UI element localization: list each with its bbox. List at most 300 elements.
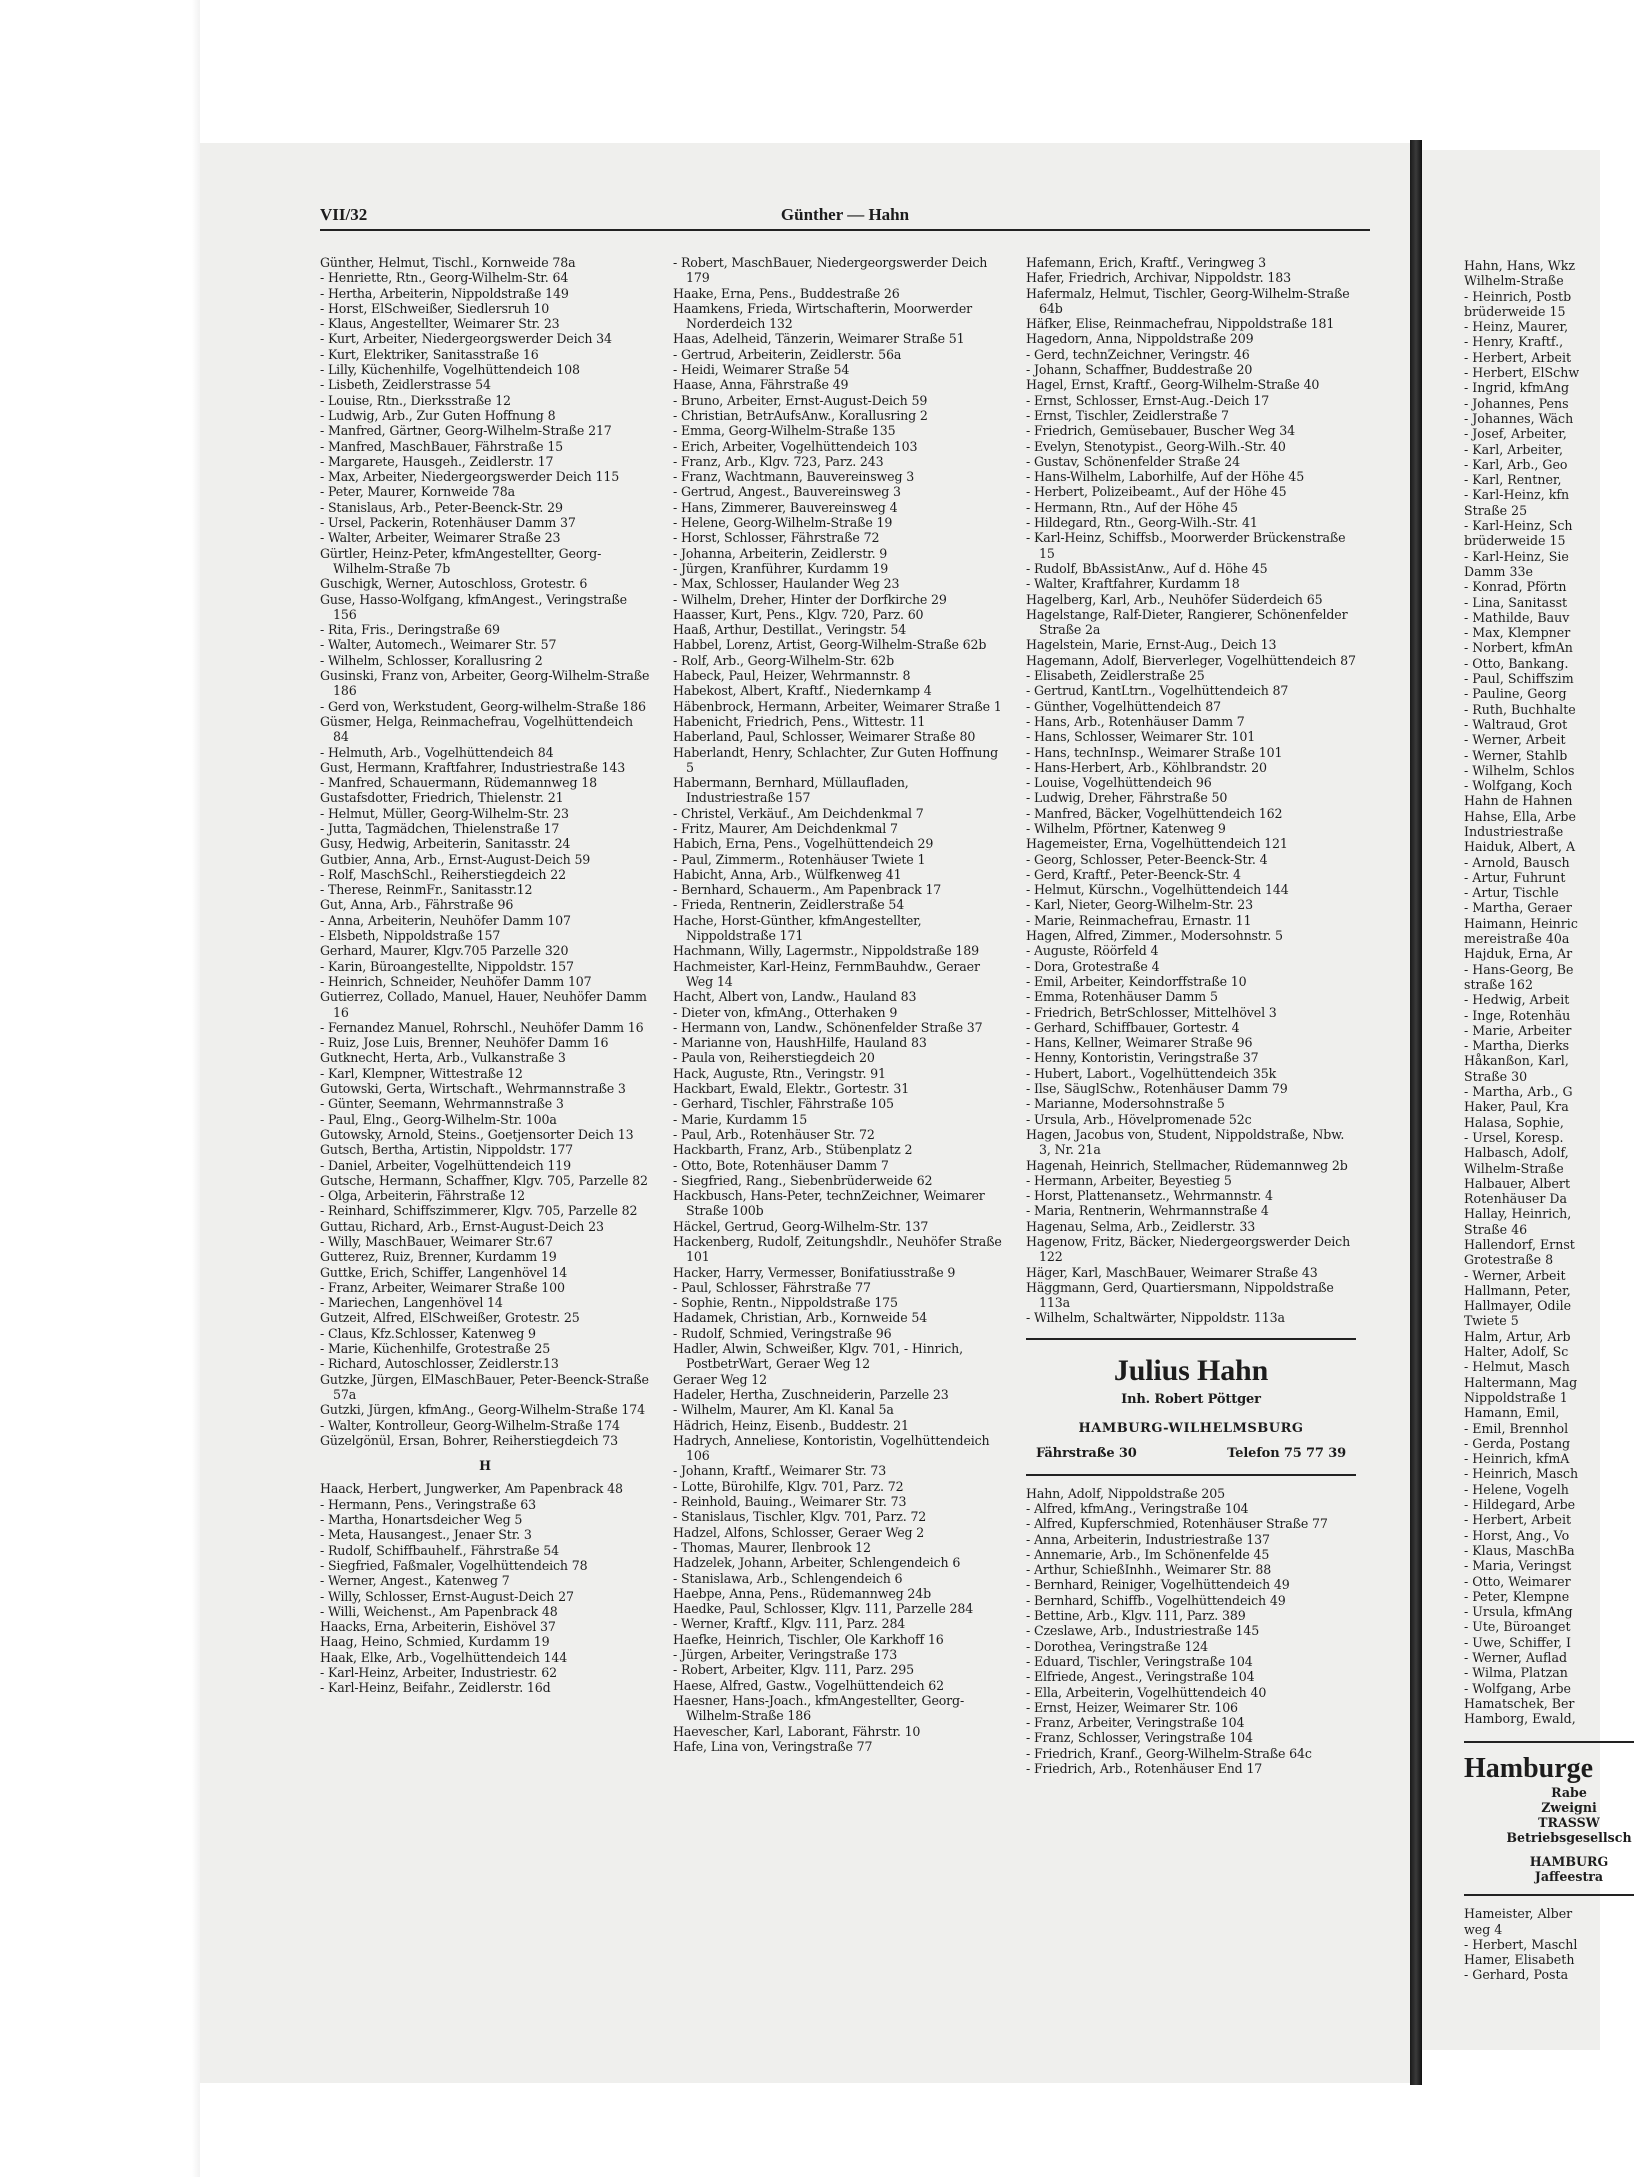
directory-entry: - Hans, Schlosser, Weimarer Str. 101 [1026,729,1256,745]
directory-entry: Hack, Auguste, Rtn., Veringstr. 91 [673,1065,886,1081]
directory-entry: Hackbarth, Franz, Arb., Stübenplatz 2 [673,1142,913,1158]
directory-entry: - Gertrud, Angest., Bauvereinsweg 3 [673,484,901,500]
directory-entry: - Ursel, Koresp. [1464,1129,1564,1145]
directory-entry: - Emil, Arbeiter, Keindorffstraße 10 [1026,973,1247,989]
directory-entry: - Hertha, Arbeiterin, Nippoldstraße 149 [320,285,569,301]
directory-entry: - Reinhold, Bauing., Weimarer Str. 73 [673,1494,907,1510]
directory-entry: - Paul, Zimmerm., Rotenhäuser Twiete 1 [673,851,926,867]
adjacent-ad-line: Rabe [1551,1784,1587,1800]
directory-entry: Hagelstange, Ralf-Dieter, Rangierer, Schönenfelder Straße 2a [1026,606,1348,638]
directory-entry: Gutbier, Anna, Arb., Ernst-August-Deich 59 [320,851,591,867]
directory-entry: Gutzki, Jürgen, kfmAng., Georg-Wilhelm-Straße 174 [320,1402,645,1418]
directory-entry: Hameister, Alber [1464,1906,1573,1922]
directory-entry: Gutierrez, Collado, Manuel, Hauer, Neuhöfer Damm 16 [320,989,647,1020]
header-rule [320,229,1370,231]
directory-entry: - Stanislaus, Tischler, Klgv. 701, Parz. 72 [673,1509,927,1525]
directory-entry: - Ingrid, kfmAng [1464,380,1570,396]
directory-entry: Haimann, Heinric [1464,915,1578,931]
directory-entry: Haacks, Erna, Arbeiterin, Eishövel 37 [320,1619,556,1635]
directory-entry: - Evelyn, Stenotypist., Georg-Wilh.-Str. 40 [1026,438,1286,454]
directory-entry: brüderweide 15 [1464,533,1566,549]
directory-entry: Hagen, Jacobus von, Student, Nippoldstraße, Nbw. 3, Nr. 21a [1026,1126,1345,1158]
adjacent-ad-line: Betriebsgesellsch [1506,1830,1632,1846]
directory-entry: - Max, Arbeiter, Niedergeorgswerder Deich 115 [320,469,620,485]
directory-entry: Gutowsky, Arnold, Steins., Goetjensorter Deich 13 [320,1126,634,1142]
directory-entry: - Gerd von, Werkstudent, Georg-wilhelm-Straße 186 [320,698,646,714]
directory-entry: Haamkens, Frieda, Wirtschafterin, Moorwerder Norderdeich 132 [673,300,972,332]
directory-entry: Hagel, Ernst, Kraftf., Georg-Wilhelm-Straße 40 [1026,377,1320,393]
directory-entry: - Max, Klempner [1464,625,1571,641]
directory-entry: Hahn, Adolf, Nippoldstraße 205 [1026,1485,1226,1501]
directory-entry: - Helmuth, Arb., Vogelhüttendeich 84 [320,744,554,760]
directory-entry: Haase, Anna, Fährstraße 49 [673,377,849,393]
directory-entry: Geraer Weg 12 [673,1371,768,1387]
directory-entry: - Eduard, Tischler, Veringstraße 104 [1026,1653,1253,1669]
directory-entry: - Henriette, Rtn., Georg-Wilhelm-Str. 64 [320,270,569,286]
directory-entry: - Anna, Arbeiterin, Industriestraße 137 [1026,1531,1270,1547]
directory-entry: - Karl, Rentner, [1464,472,1562,488]
directory-entry: - Maria, Rentnerin, Wehrmannstraße 4 [1026,1203,1269,1219]
directory-entry: Håkanßon, Karl, [1464,1053,1569,1069]
directory-entry: Hahn de Hahnen [1464,793,1573,809]
directory-entry: Hamer, Elisabeth [1464,1952,1575,1968]
directory-entry: - Franz, Wachtmann, Bauvereinsweg 3 [673,469,915,485]
directory-entry: - Helmut, Kürschn., Vogelhüttendeich 144 [1026,882,1289,898]
directory-entry: - Herbert, ElSchw [1464,365,1580,381]
directory-entry: Haake, Erna, Pens., Buddestraße 26 [673,285,900,301]
directory-entry: - Werner, Arbeit [1464,732,1566,748]
directory-entry: - Walter, Kontrolleur, Georg-Wilhelm-Straße 174 [320,1417,620,1433]
directory-entry: Hafer, Friedrich, Archivar, Nippoldstr. 183 [1026,270,1291,286]
directory-entry: - Erich, Arbeiter, Vogelhüttendeich 103 [673,438,918,454]
directory-entry: - Ernst, Schlosser, Ernst-Aug.-Deich 17 [1026,392,1270,408]
directory-entry: - Emil, Brennhol [1464,1420,1569,1436]
directory-entry: - Jutta, Tagmädchen, Thielenstraße 17 [320,820,560,836]
directory-entry: - Otto, Bankang. [1464,655,1569,671]
directory-entry: - Marie, Arbeiter [1464,1022,1572,1038]
directory-entry: - Martha, Honartsdeicher Weg 5 [320,1512,523,1528]
directory-entry: Habich, Erna, Pens., Vogelhüttendeich 29 [673,836,934,852]
directory-entry: - Josef, Arbeiter, [1464,426,1567,442]
directory-entry: Hagenow, Fritz, Bäcker, Niedergeorgswerder Deich 122 [1026,1234,1351,1265]
directory-entry: Hadler, Alwin, Schweißer, Klgv. 701, - Hinrich, PostbetrWart, Geraer Weg 12 [673,1341,963,1372]
directory-entry: - Manfred, Bäcker, Vogelhüttendeich 162 [1026,805,1283,821]
directory-entry: Hagenah, Heinrich, Stellmacher, Rüdemannweg 2b [1026,1157,1348,1173]
directory-entry: - Ella, Arbeiterin, Vogelhüttendeich 40 [1026,1684,1267,1700]
directory-entry: Hallmann, Peter, [1464,1282,1571,1298]
directory-entry: - Anna, Arbeiterin, Neuhöfer Damm 107 [320,912,571,928]
adjacent-ad-line: HAMBURG [1529,1853,1609,1869]
directory-entry: - Jürgen, Arbeiter, Veringstraße 173 [673,1647,898,1663]
adjacent-entries-bottom [1464,1906,1634,1982]
directory-entry: - Bettine, Arb., Klgv. 111, Parz. 389 [1026,1608,1246,1624]
directory-entry: Haas, Adelheid, Tänzerin, Weimarer Straße 51 [673,331,965,347]
adjacent-ad-line: Jaffeestra [1534,1868,1604,1884]
directory-entry: Haberland, Paul, Schlosser, Weimarer Straße 80 [673,729,976,745]
directory-entry: - Herbert, Polizeibeamt., Auf der Höhe 45 [1026,484,1287,500]
directory-entry: Gust, Hermann, Kraftfahrer, Industriestraße 143 [320,759,626,775]
directory-entry: - Reinhard, Schiffszimmerer, Klgv. 705, Parzelle 82 [320,1203,638,1219]
directory-entry: - Pauline, Georg [1464,686,1567,702]
directory-entry: Hachmann, Willy, Lagermstr., Nippoldstraße 189 [673,943,980,959]
directory-entry: - Norbert, kfmAn [1464,640,1573,656]
directory-entry: - Margarete, Hausgeh., Zeidlerstr. 17 [320,453,554,469]
directory-entry: - Gerhard, Tischler, Fährstraße 105 [673,1096,894,1112]
directory-entry: - Herbert, Arbeit [1464,349,1572,365]
directory-entry: - Bernhard, Schiffb., Vogelhüttendeich 49 [1026,1592,1286,1608]
page-number: VII/32 [320,205,368,224]
directory-entry: Straße 25 [1464,502,1528,518]
directory-entry: - Karin, Büroangestellte, Nippoldstr. 157 [320,958,574,974]
directory-entry: - Helene, Vogelh [1464,1481,1569,1497]
directory-entry: - Johann, Kraftf., Weimarer Str. 73 [673,1463,887,1479]
directory-entry: - Franz, Arbeiter, Veringstraße 104 [1026,1715,1245,1731]
directory-entry: - Herbert, Arbeit [1464,1512,1572,1528]
directory-entry: - Kurt, Arbeiter, Niedergeorgswerder Deich 34 [320,331,612,347]
directory-entry: Hagen, Alfred, Zimmer., Modersohnstr. 5 [1026,928,1283,944]
directory-entry: Hamborg, Ewald, [1464,1711,1576,1727]
directory-entry: - Friedrich, Arb., Rotenhäuser End 17 [1026,1761,1263,1777]
adjacent-ad-name: Hamburge [1464,1752,1594,1784]
directory-entry: - Meta, Hausangest., Jenaer Str. 3 [320,1527,532,1543]
directory-entry: - Mariechen, Langenhövel 14 [320,1295,503,1311]
ad-phone: Telefon 75 77 39 [1227,1446,1346,1462]
directory-entry: Haiduk, Albert, A [1464,839,1576,855]
directory-entry: - Otto, Weimarer [1464,1573,1571,1589]
directory-entry: - Marie, Küchenhilfe, Grotestraße 25 [320,1341,551,1357]
directory-entry: Nippoldstraße 1 [1464,1389,1568,1405]
directory-entry: - Maria, Veringst [1464,1558,1572,1574]
directory-entry: - Franz, Schlosser, Veringstraße 104 [1026,1730,1253,1746]
directory-entry: - Konrad, Pförtn [1464,579,1567,595]
directory-entry: - Karl-Heinz, Sie [1464,548,1569,564]
directory-entry: Haese, Alfred, Gastw., Vogelhüttendeich 62 [673,1677,944,1693]
directory-entry: - Rolf, MaschSchl., Reiherstiegdeich 22 [320,866,566,882]
directory-entry: mereistraße 40a [1464,931,1570,947]
directory-entry: - Gerda, Postang [1464,1435,1571,1451]
directory-entry: - Christian, BetrAufsAnw., Korallusring 2 [673,407,928,423]
section-letter: H [479,1458,491,1474]
directory-entry: Güzelgönül, Ersan, Bohrer, Reiherstiegdeich 73 [320,1432,618,1448]
directory-entry: Hache, Horst-Günther, kfmAngestellter, Nippoldstraße 171 [673,912,922,944]
column-1 [320,255,650,1696]
advertisement-box [1026,1338,1356,1476]
directory-entry: Damm 33e [1464,563,1533,579]
directory-entry: - Günther, Vogelhüttendeich 87 [1026,698,1222,714]
directory-entry: - Franz, Arbeiter, Weimarer Straße 100 [320,1279,565,1295]
directory-entry: - Hermann von, Landw., Schönenfelder Straße 37 [673,1019,983,1035]
directory-entry: - Robert, MaschBauer, Niedergeorgswerder Deich 179 [673,255,988,286]
directory-entry: Gusy, Hedwig, Arbeiterin, Sanitasstr. 24 [320,836,571,852]
directory-entry: - Johanna, Arbeiterin, Zeidlerstr. 9 [673,545,888,561]
directory-entry: - Johannes, Pens [1464,395,1569,411]
directory-entry: - Rudolf, BbAssistAnw., Auf d. Höhe 45 [1026,560,1268,576]
ad-city: HAMBURG-WILHELMSBURG [1078,1421,1304,1437]
directory-entry: Habbel, Lorenz, Artist, Georg-Wilhelm-Straße 62b [673,637,987,653]
directory-entry: Hadzelek, Johann, Arbeiter, Schlengendeich 6 [673,1555,961,1571]
directory-entry: Haberlandt, Henry, Schlachter, Zur Guten Hoffnung 5 [673,744,999,775]
directory-entry: - Siegfried, Rang., Siebenbrüderweide 62 [673,1172,933,1188]
directory-entry: - Karl-Heinz, kfn [1464,487,1570,503]
directory-entry: Hamann, Emil, [1464,1405,1560,1421]
directory-entry: - Ursel, Packerin, Rotenhäuser Damm 37 [320,515,576,531]
directory-entry: Halbasch, Adolf, [1464,1145,1569,1161]
directory-entry: - Gertrud, Arbeiterin, Zeidlerstr. 56a [673,346,902,362]
directory-entry: - Stanislaus, Arb., Peter-Beenck-Str. 29 [320,499,563,515]
directory-entry: Hacht, Albert von, Landw., Hauland 83 [673,989,917,1005]
directory-entry: - Karl-Heinz, Schiffsb., Moorwerder Brückenstraße 15 [1026,530,1346,561]
directory-entry: - Lina, Sanitasst [1464,594,1568,610]
directory-entry: - Hedwig, Arbeit [1464,992,1570,1008]
directory-entry: Halbauer, Albert [1464,1175,1571,1191]
directory-entry: - Elfriede, Angest., Veringstraße 104 [1026,1669,1255,1685]
directory-entry: Hallay, Heinrich, [1464,1206,1572,1222]
adjacent-ad-line: Zweigni [1541,1799,1597,1815]
directory-entry: - Heinz, Maurer, [1464,319,1569,335]
directory-entry: - Marie, Kurdamm 15 [673,1111,808,1127]
directory-entry: - Werner, Arbeit [1464,1267,1566,1283]
directory-entry: Industriestraße [1464,823,1564,839]
directory-entry: brüderweide 15 [1464,303,1566,319]
directory-entry: - Marianne von, HaushHilfe, Hauland 83 [673,1035,927,1051]
directory-entry: - Therese, ReinmFr., Sanitasstr.12 [320,882,533,898]
directory-entry: Hamatschek, Ber [1464,1695,1575,1711]
directory-entry: - Gerd, technZeichner, Veringstr. 46 [1026,346,1250,362]
directory-entry: - Peter, Maurer, Kornweide 78a [320,484,515,500]
directory-entry: Halasa, Sophie, [1464,1114,1564,1130]
directory-entry: - Ludwig, Arb., Zur Guten Hoffnung 8 [320,407,556,423]
directory-entry: - Jürgen, Kranführer, Kurdamm 19 [673,560,889,576]
directory-entry: - Paul, Schlosser, Fährstraße 77 [673,1279,871,1295]
ad-owner: Inh. Robert Pöttger [1121,1391,1261,1407]
directory-entry: - Hans, technInsp., Weimarer Straße 101 [1026,744,1283,760]
directory-entry: - Bernhard, Reiniger, Vogelhüttendeich 49 [1026,1577,1290,1593]
directory-entry: - Karl, Klempner, Wittestraße 12 [320,1065,523,1081]
directory-entry: Gutsche, Hermann, Schaffner, Klgv. 705, Parzelle 82 [320,1172,648,1188]
directory-entry: - Dora, Grotestraße 4 [1026,958,1160,974]
column-3-entries [1026,255,1356,1326]
directory-entry: Habeck, Paul, Heizer, Wehrmannstr. 8 [673,668,911,684]
directory-entry: Gutknecht, Herta, Arb., Vulkanstraße 3 [320,1050,566,1066]
directory-entry: Haefke, Heinrich, Tischler, Ole Karkhoff 16 [673,1631,944,1647]
directory-entry: straße 162 [1464,976,1533,992]
directory-entry: Hadamek, Christian, Arb., Kornweide 54 [673,1310,928,1326]
directory-entry: - Ruiz, Jose Luis, Brenner, Neuhöfer Damm 16 [320,1035,609,1051]
directory-entry: - Günter, Seemann, Wehrmannstraße 3 [320,1096,564,1112]
directory-entry: - Rita, Fris., Deringstraße 69 [320,622,500,638]
column-2 [673,255,1003,1754]
directory-entry: - Heinrich, Schneider, Neuhöfer Damm 107 [320,973,592,989]
directory-entry: Gutzke, Jürgen, ElMaschBauer, Peter-Beenck-Straße 57a [320,1371,649,1402]
directory-entry: - Lilly, Küchenhilfe, Vogelhüttendeich 108 [320,362,580,378]
directory-entry: - Bernhard, Schauerm., Am Papenbrack 17 [673,882,942,898]
directory-entry: weg 4 [1464,1921,1503,1937]
directory-entry: - Alfred, Kupferschmied, Rotenhäuser Straße 77 [1026,1516,1328,1532]
directory-entry: Haltermann, Mag [1464,1374,1578,1390]
directory-entry: - Sophie, Rentn., Nippoldstraße 175 [673,1295,898,1311]
directory-entry: Häckel, Gertrud, Georg-Wilhelm-Str. 137 [673,1218,929,1234]
directory-entry: Twiete 5 [1464,1313,1519,1329]
directory-entry: Hadrych, Anneliese, Kontoristin, Vogelhüttendeich 106 [673,1432,990,1464]
directory-entry: - Wilhelm, Schlosser, Korallusring 2 [320,652,543,668]
directory-entry: - Daniel, Arbeiter, Vogelhüttendeich 119 [320,1157,572,1173]
directory-entry: - Friedrich, BetrSchlosser, Mittelhövel 3 [1026,1004,1277,1020]
directory-entry: - Wilhelm, Dreher, Hinter der Dorfkirche 29 [673,591,947,607]
directory-entry: Gutzeit, Alfred, ElSchweißer, Grotestr. 25 [320,1310,580,1326]
directory-entry: Häbenbrock, Hermann, Arbeiter, Weimarer Straße 1 [673,698,1002,714]
directory-entry: - Olga, Arbeiterin, Fährstraße 12 [320,1188,526,1204]
directory-entry: - Klaus, MaschBa [1464,1542,1575,1558]
column-3 [1026,255,1356,1776]
directory-entry: Hallmayer, Odile [1464,1298,1572,1314]
directory-entry: Guttke, Erich, Schiffer, Langenhövel 14 [320,1264,568,1280]
directory-entry: - Georg, Schlosser, Peter-Beenck-Str. 4 [1026,851,1268,867]
directory-entry: - Karl, Nieter, Georg-Wilhelm-Str. 23 [1026,897,1254,913]
directory-entry: - Fernandez Manuel, Rohrschl., Neuhöfer Damm 16 [320,1019,644,1035]
directory-entry: - Gertrud, KantLtrn., Vogelhüttendeich 87 [1026,683,1289,699]
directory-entry: Hackbart, Ewald, Elektr., Gortestr. 31 [673,1081,910,1097]
directory-entry: Guse, Hasso-Wolfgang, kfmAngest., Veringstraße 156 [320,591,627,622]
directory-entry: - Willi, Weichenst., Am Papenbrack 48 [320,1603,558,1619]
directory-entry: - Gustav, Schönenfelder Straße 24 [1026,453,1240,469]
directory-entry: Haaß, Arthur, Destillat., Veringstr. 54 [673,622,907,638]
directory-entry: - Werner, Kraftf., Klgv. 111, Parz. 284 [673,1616,906,1632]
directory-entry: Hajduk, Erna, Ar [1464,946,1573,962]
directory-entry: Halm, Artur, Arb [1464,1328,1571,1344]
directory-entry: Gutterez, Ruiz, Brenner, Kurdamm 19 [320,1249,557,1265]
directory-entry: Wilhelm-Straße [1464,1160,1564,1176]
directory-entry: - Werner, Auflad [1464,1650,1568,1666]
directory-entry: Häggmann, Gerd, Quartiersmann, Nippoldstraße 113a [1026,1279,1334,1311]
directory-entry: - Lotte, Bürohilfe, Klgv. 701, Parz. 72 [673,1478,904,1494]
directory-entry: Hadeler, Hertha, Zuschneiderin, Parzelle 23 [673,1386,949,1402]
directory-entry: Hallendorf, Ernst [1464,1237,1575,1252]
directory-entry: - Manfred, Gärtner, Georg-Wilhelm-Straße 217 [320,423,612,439]
directory-entry: - Karl, Arbeiter, [1464,441,1564,457]
directory-entry: - Hans-Georg, Be [1464,961,1574,977]
directory-entry: - Willy, Schlosser, Ernst-August-Deich 27 [320,1588,574,1604]
directory-entry: Habermann, Bernhard, Müllaufladen, Industriestraße 157 [673,775,909,806]
directory-entry: - Thomas, Maurer, Ilenbrook 12 [673,1539,871,1555]
directory-entry: - Elisabeth, Zeidlerstraße 25 [1026,668,1205,684]
directory-entry: - Werner, Stahlb [1464,747,1568,763]
directory-entry: Habekost, Albert, Kraftf., Niedernkamp 4 [673,683,932,699]
directory-entry: - Czeslawe, Arb., Industriestraße 145 [1026,1623,1260,1639]
directory-entry: - Artur, Fuhrunt [1464,869,1566,885]
directory-entry: Haasser, Kurt, Pens., Klgv. 720, Parz. 60 [673,606,924,622]
directory-entry: - Marianne, Modersohnstraße 5 [1026,1096,1225,1112]
directory-entry: - Annemarie, Arb., Im Schönenfelde 45 [1026,1546,1270,1562]
directory-entry: - Louise, Rtn., Dierksstraße 12 [320,392,511,408]
directory-entry: - Hans, Kellner, Weimarer Straße 96 [1026,1035,1253,1051]
directory-entry: - Hans-Wilhelm, Laborhilfe, Auf der Höhe 45 [1026,469,1305,485]
name-range: Günther — Hahn [780,205,910,224]
directory-entry: Haesner, Hans-Joach., kfmAngestellter, Georg-Wilhelm-Straße 186 [673,1692,965,1724]
directory-entry: - Klaus, Angestellter, Weimarer Str. 23 [320,316,560,332]
directory-entry: Straße 30 [1464,1068,1528,1084]
directory-entry: - Hildegard, Arbe [1464,1497,1576,1513]
directory-entry: - Marie, Reinmachefrau, Ernastr. 11 [1026,912,1252,928]
directory-entry: - Lisbeth, Zeidlerstrasse 54 [320,377,491,393]
directory-entry: Gürtler, Heinz-Peter, kfmAngestellter, Georg-Wilhelm-Straße 7b [320,545,602,576]
directory-entry: - Henry, Kraftf., [1464,334,1564,350]
directory-entry: - Walter, Automech., Weimarer Str. 57 [320,637,557,653]
directory-entry: - Auguste, Röörfeld 4 [1026,943,1159,959]
directory-entry: - Horst, Plattenansetz., Wehrmannstr. 4 [1026,1188,1273,1204]
directory-entry: - Hermann, Arbeiter, Beyestieg 5 [1026,1172,1232,1188]
directory-entry: - Max, Schlosser, Haulander Weg 23 [673,576,900,592]
directory-entry: Hafermalz, Helmut, Tischler, Georg-Wilhelm-Straße 64b [1026,285,1350,316]
directory-entry: - Willy, MaschBauer, Weimarer Str.67 [320,1234,553,1249]
directory-entry: Güsmer, Helga, Reinmachefrau, Vogelhüttendeich 84 [320,713,633,745]
directory-entry: - Ursula, kfmAng [1464,1604,1573,1620]
directory-entry: - Arthur, SchießInhh., Weimarer Str. 88 [1026,1562,1272,1578]
directory-entry: Hagenau, Selma, Arb., Zeidlerstr. 33 [1026,1218,1256,1234]
directory-entry: Wilhelm-Straße [1464,273,1564,289]
directory-entry: - Hubert, Labort., Vogelhüttendeich 35k [1026,1065,1277,1081]
directory-entry: - Friedrich, Gemüsebauer, Buscher Weg 34 [1026,423,1295,439]
directory-entry: - Walter, Arbeiter, Weimarer Straße 23 [320,530,561,546]
directory-entry: Hahn, Hans, Wkz [1464,258,1576,273]
directory-entry: Gusinski, Franz von, Arbeiter, Georg-Wilhelm-Straße 186 [320,668,650,699]
directory-entry: Hagemann, Adolf, Bierverleger, Vogelhüttendeich 87 [1026,652,1356,668]
directory-entry: - Hildegard, Rtn., Georg-Wilh.-Str. 41 [1026,515,1258,531]
directory-entry: Rotenhäuser Da [1464,1191,1567,1207]
adjacent-ad-line: TRASSW [1538,1815,1600,1831]
directory-entry: - Arnold, Bausch [1464,854,1570,870]
directory-entry: Guschigk, Werner, Autoschloss, Grotestr. 6 [320,576,588,592]
directory-entry: - Kurt, Elektriker, Sanitasstraße 16 [320,346,539,362]
directory-entry: - Horst, Ang., Vo [1464,1527,1570,1543]
directory-entry: Gutsch, Bertha, Artistin, Nippoldstr. 177 [320,1142,574,1158]
directory-entry: - Stanislawa, Arb., Schlengendeich 6 [673,1570,903,1586]
ad-street: Fährstraße 30 [1036,1446,1137,1462]
column-3-hahn-entries [1026,1486,1356,1777]
directory-entry: - Martha, Geraer [1464,900,1572,916]
adjacent-page [1422,150,1632,2050]
directory-entry: Gerhard, Maurer, Klgv.705 Parzelle 320 [320,943,569,959]
directory-entry: Halter, Adolf, Sc [1464,1344,1569,1360]
directory-entry: Haak, Elke, Arb., Vogelhüttendeich 144 [320,1649,568,1665]
directory-entry: - Heidi, Weimarer Straße 54 [673,362,850,378]
directory-entry: - Johannes, Wäch [1464,410,1574,426]
directory-entry: - Herbert, Maschl [1464,1936,1578,1952]
directory-entry: - Wilhelm, Maurer, Am Kl. Kanal 5a [673,1402,894,1418]
directory-entry: - Heinrich, Postb [1464,288,1572,304]
directory-entry: - Paul, Arb., Rotenhäuser Str. 72 [673,1126,875,1142]
directory-entry: Hagelberg, Karl, Arb., Neuhöfer Süderdeich 65 [1026,591,1323,607]
directory-entry: - Wolfgang, Koch [1464,778,1573,794]
directory-entry: - Henny, Kontoristin, Veringstraße 37 [1026,1050,1259,1066]
directory-entry: Hafe, Lina von, Veringstraße 77 [673,1738,873,1754]
directory-entry: Häger, Karl, MaschBauer, Weimarer Straße 43 [1026,1264,1318,1280]
directory-entry: - Helmut, Müller, Georg-Wilhelm-Str. 23 [320,805,569,821]
directory-entry: - Helene, Georg-Wilhelm-Straße 19 [673,515,893,531]
directory-entry: Habenicht, Friedrich, Pens., Wittestr. 11 [673,713,926,729]
directory-entry: - Ilse, SäuglSchw., Rotenhäuser Damm 79 [1026,1081,1288,1097]
directory-entry: - Heinrich, kfmA [1464,1451,1570,1467]
directory-entry: - Ute, Büroanget [1464,1619,1571,1635]
directory-entry: - Franz, Arb., Klgv. 723, Parz. 243 [673,453,884,469]
directory-entry: Hädrich, Heinz, Eisenb., Buddestr. 21 [673,1417,909,1433]
directory-entry: Gut, Anna, Arb., Fährstraße 96 [320,897,514,913]
directory-entry: - Walter, Kraftfahrer, Kurdamm 18 [1026,576,1240,592]
book-binding [1410,140,1422,2085]
directory-entry: - Inge, Rotenhäu [1464,1007,1571,1023]
directory-entry: - Manfred, Schauermann, Rüdemannweg 18 [320,775,597,791]
directory-entry: Häfker, Elise, Reinmachefrau, Nippoldstraße 181 [1026,316,1335,332]
directory-entry: Hadzel, Alfons, Schlosser, Geraer Weg 2 [673,1524,925,1540]
